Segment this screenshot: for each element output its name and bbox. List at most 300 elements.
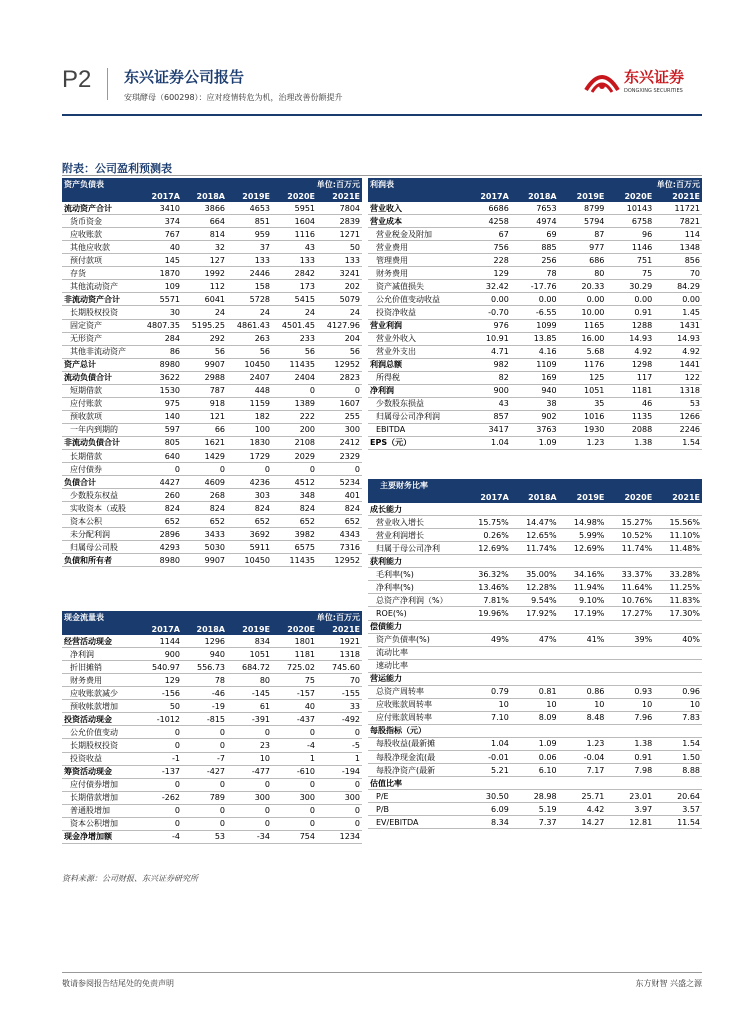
row-value: 652: [137, 515, 182, 528]
row-value: 4653: [227, 202, 272, 215]
table-row: [368, 410, 702, 423]
row-value: 39%: [606, 633, 654, 646]
row-value: 0: [182, 804, 227, 817]
row-value: 127: [182, 254, 227, 267]
row-value: 754: [272, 830, 317, 843]
row-value: 1234: [317, 830, 362, 843]
logo-mark-icon: [582, 62, 622, 98]
row-value: 3410: [137, 202, 182, 215]
table-row: [62, 515, 362, 528]
row-label: 投资收益: [62, 752, 137, 765]
row-value: [654, 555, 702, 568]
row-value: [606, 724, 654, 737]
table-header-title: 资产负债表: [62, 178, 137, 190]
table-row: [62, 397, 362, 410]
row-value: 19.96%: [463, 607, 511, 620]
row-value: 5.68: [559, 345, 607, 358]
row-value: 4293: [137, 541, 182, 554]
table-row: [62, 752, 362, 765]
row-value: -194: [317, 765, 362, 778]
row-value: 0: [272, 384, 317, 397]
year-header-blank: [368, 491, 463, 503]
row-label: 资产减值损失: [368, 280, 463, 293]
row-value: 0: [227, 804, 272, 817]
row-value: 5.99%: [559, 529, 607, 542]
row-value: 0: [182, 739, 227, 752]
year-header-cell: 2021E: [317, 190, 362, 202]
row-value: 1930: [559, 423, 607, 436]
row-value: 0: [182, 726, 227, 739]
row-value: 69: [511, 228, 559, 241]
row-value: 49%: [463, 633, 511, 646]
row-value: 40%: [654, 633, 702, 646]
row-label: 负债和所有者: [62, 554, 137, 567]
row-value: 23.01: [606, 790, 654, 803]
footer-rule: [62, 972, 702, 973]
row-value: 47%: [511, 633, 559, 646]
table-row: [62, 489, 362, 502]
row-value: 14.93: [606, 332, 654, 345]
table-row: [62, 778, 362, 791]
financial-ratio-table: [368, 479, 702, 829]
table-row: [368, 685, 702, 698]
row-value: 2839: [317, 215, 362, 228]
row-value: 200: [272, 423, 317, 436]
row-value: 0: [317, 817, 362, 830]
row-value: 11.74%: [606, 542, 654, 555]
row-label: 应付债券增加: [62, 778, 137, 791]
row-value: 597: [137, 423, 182, 436]
row-value: 56: [227, 345, 272, 358]
table-row: [368, 698, 702, 711]
row-value: 8.88: [654, 764, 702, 777]
row-value: 3417: [463, 423, 511, 436]
row-value: 14.47%: [511, 516, 559, 529]
table-row: [368, 711, 702, 724]
row-value: 129: [463, 267, 511, 280]
row-value: 1.04: [463, 436, 511, 449]
row-value: [511, 777, 559, 790]
row-value: 0.86: [559, 685, 607, 698]
row-value: 805: [137, 436, 182, 449]
year-header-cell: 2018A: [511, 190, 559, 202]
year-header-cell: 2021E: [654, 190, 702, 202]
row-value: [606, 659, 654, 672]
table-row: [368, 790, 702, 803]
table-row: [62, 528, 362, 541]
row-value: 652: [227, 515, 272, 528]
row-value: 0.26%: [463, 529, 511, 542]
row-value: 3433: [182, 528, 227, 541]
row-value: [463, 555, 511, 568]
table-row: [62, 674, 362, 687]
row-value: 0: [182, 817, 227, 830]
footer-disclaimer: 敬请参阅报告结尾处的免责声明: [62, 979, 174, 988]
row-value: 7.96: [606, 711, 654, 724]
row-value: 1348: [654, 241, 702, 254]
row-value: 7.17: [559, 764, 607, 777]
row-value: -0.04: [559, 750, 607, 763]
row-value: 33.37%: [606, 568, 654, 581]
row-value: 3866: [182, 202, 227, 215]
row-label: 资产总计: [62, 358, 137, 371]
table-row: [62, 502, 362, 515]
row-value: 1159: [227, 397, 272, 410]
row-value: 43: [463, 397, 511, 410]
row-value: 11.54: [654, 816, 702, 829]
row-value: [463, 620, 511, 633]
row-value: -262: [137, 791, 182, 804]
row-value: 1992: [182, 267, 227, 280]
row-value: 0: [137, 817, 182, 830]
table-row: [62, 358, 362, 371]
table-row: [368, 503, 702, 516]
row-value: 24: [317, 306, 362, 319]
row-label: 速动比率: [368, 659, 463, 672]
row-value: [511, 620, 559, 633]
row-value: 2896: [137, 528, 182, 541]
row-value: 5728: [227, 293, 272, 306]
row-value: -34: [227, 830, 272, 843]
row-value: 7653: [511, 202, 559, 215]
row-label: 筹资活动现金: [62, 765, 137, 778]
row-value: [511, 646, 559, 659]
row-value: 6041: [182, 293, 227, 306]
row-value: 8980: [137, 358, 182, 371]
row-value: 3.97: [606, 803, 654, 816]
row-label: 长期股权投资: [62, 739, 137, 752]
table-row: [368, 306, 702, 319]
row-value: 4974: [511, 215, 559, 228]
row-label: 每股指标（元）: [368, 724, 463, 737]
row-value: 10143: [606, 202, 654, 215]
table-header-row: [62, 611, 362, 623]
row-value: 0: [137, 739, 182, 752]
row-value: 292: [182, 332, 227, 345]
row-label: 经营活动现金: [62, 635, 137, 648]
row-value: 40: [137, 241, 182, 254]
row-value: [654, 503, 702, 516]
table-row: [368, 345, 702, 358]
row-value: 1431: [654, 319, 702, 332]
row-value: 2823: [317, 371, 362, 384]
row-label: EBITDA: [368, 423, 463, 436]
row-value: 1.09: [511, 436, 559, 449]
row-value: 133: [227, 254, 272, 267]
report-title: 东兴证券公司报告: [124, 68, 245, 86]
row-value: -46: [182, 687, 227, 700]
row-value: [559, 503, 607, 516]
row-value: [559, 672, 607, 685]
row-value: [606, 672, 654, 685]
row-value: 20.64: [654, 790, 702, 803]
row-value: 7.83: [654, 711, 702, 724]
table-row: [62, 830, 362, 843]
row-value: 1051: [227, 648, 272, 661]
data-source-note: 资料来源：公司财报、东兴证券研究所: [62, 874, 198, 883]
row-value: 1530: [137, 384, 182, 397]
row-value: 268: [182, 489, 227, 502]
table-row: [62, 726, 362, 739]
row-value: [463, 777, 511, 790]
row-value: 834: [227, 635, 272, 648]
logo-english-text: DONGXING SECURITIES: [624, 88, 683, 94]
row-label: 归属母公司股: [62, 541, 137, 554]
row-label: 一年内到期的: [62, 423, 137, 436]
row-value: 1116: [272, 228, 317, 241]
row-label: 毛利率(%): [368, 568, 463, 581]
row-value: 11.48%: [654, 542, 702, 555]
table-row: [368, 659, 702, 672]
page-number: P2: [62, 66, 92, 93]
row-value: 255: [317, 410, 362, 423]
row-label: 非流动资产合计: [62, 293, 137, 306]
row-value: 30.29: [606, 280, 654, 293]
row-value: -155: [317, 687, 362, 700]
row-value: 129: [137, 674, 182, 687]
row-value: 6758: [606, 215, 654, 228]
year-header-cell: 2019E: [227, 190, 272, 202]
row-value: 1016: [559, 410, 607, 423]
row-label: 固定资产: [62, 319, 137, 332]
row-value: 1288: [606, 319, 654, 332]
row-value: 1: [272, 752, 317, 765]
row-value: 940: [182, 648, 227, 661]
row-value: 50: [317, 241, 362, 254]
row-label: 利润总额: [368, 358, 463, 371]
row-value: 36.32%: [463, 568, 511, 581]
table-row: [368, 529, 702, 542]
row-label: 普通股增加: [62, 804, 137, 817]
row-value: 14.27: [559, 816, 607, 829]
balance-sheet-table: [62, 178, 362, 567]
row-value: 4127.96: [317, 319, 362, 332]
row-value: 0: [272, 817, 317, 830]
row-value: 204: [317, 332, 362, 345]
year-header-cell: 2018A: [182, 623, 227, 635]
row-value: [511, 659, 559, 672]
row-value: 11.94%: [559, 581, 607, 594]
year-header-cell: 2018A: [182, 190, 227, 202]
row-value: [559, 777, 607, 790]
table-row: [62, 765, 362, 778]
row-value: 125: [559, 371, 607, 384]
row-value: 78: [182, 674, 227, 687]
row-label: 净利率(%): [368, 581, 463, 594]
row-value: 1: [317, 752, 362, 765]
row-value: 12.28%: [511, 581, 559, 594]
row-label: 总资产净利润（%）: [368, 594, 463, 607]
row-value: 5195.25: [182, 319, 227, 332]
row-value: 10.52%: [606, 529, 654, 542]
row-value: 82: [463, 371, 511, 384]
row-value: 300: [317, 423, 362, 436]
row-value: 300: [272, 791, 317, 804]
row-value: -145: [227, 687, 272, 700]
year-header-blank: [62, 623, 137, 635]
row-value: 4.92: [606, 345, 654, 358]
row-label: 偿债能力: [368, 620, 463, 633]
row-label: 未分配利润: [62, 528, 137, 541]
row-value: 0.91: [606, 306, 654, 319]
row-value: 3241: [317, 267, 362, 280]
row-value: 15.27%: [606, 516, 654, 529]
row-value: 78: [511, 267, 559, 280]
row-value: [559, 724, 607, 737]
row-value: 902: [511, 410, 559, 423]
row-label: 财务费用: [62, 674, 137, 687]
row-value: 182: [227, 410, 272, 423]
table-row: [62, 215, 362, 228]
row-label: 营业收入: [368, 202, 463, 215]
row-value: 4501.45: [272, 319, 317, 332]
row-label: 短期借款: [62, 384, 137, 397]
row-label: 营业收入增长: [368, 516, 463, 529]
row-value: 684.72: [227, 661, 272, 674]
table-row: [62, 306, 362, 319]
row-value: [511, 555, 559, 568]
row-value: 1.45: [654, 306, 702, 319]
table-row: [368, 397, 702, 410]
row-value: 0.00: [511, 293, 559, 306]
row-value: 300: [317, 791, 362, 804]
row-label: 应付账款: [62, 397, 137, 410]
table-header-row: [368, 479, 702, 491]
header-rule: [62, 114, 702, 116]
row-value: 12952: [317, 554, 362, 567]
row-value: 3692: [227, 528, 272, 541]
row-label: 净利润: [368, 384, 463, 397]
table-header-row: [368, 178, 702, 190]
row-value: 1729: [227, 449, 272, 462]
table-row: [62, 228, 362, 241]
row-value: 87: [559, 228, 607, 241]
table-row: [368, 568, 702, 581]
row-value: 824: [227, 502, 272, 515]
row-value: 10: [511, 698, 559, 711]
row-value: 7.98: [606, 764, 654, 777]
row-value: 824: [137, 502, 182, 515]
row-value: 401: [317, 489, 362, 502]
row-value: 2404: [272, 371, 317, 384]
row-value: [654, 724, 702, 737]
row-value: 13.85: [511, 332, 559, 345]
row-value: 5030: [182, 541, 227, 554]
row-value: 284: [137, 332, 182, 345]
table-row: [62, 449, 362, 462]
row-value: -477: [227, 765, 272, 778]
row-label: 归属母公司净利润: [368, 410, 463, 423]
table-title: 附表：公司盈利预测表: [62, 162, 172, 175]
row-value: [654, 620, 702, 633]
row-value: 2842: [272, 267, 317, 280]
row-label: 流动资产合计: [62, 202, 137, 215]
row-value: -4: [137, 830, 182, 843]
table-row: [368, 215, 702, 228]
row-value: 7.81%: [463, 594, 511, 607]
row-value: 9907: [182, 554, 227, 567]
row-value: 2029: [272, 449, 317, 462]
year-header-row: [368, 190, 702, 202]
row-value: -610: [272, 765, 317, 778]
row-value: 1266: [654, 410, 702, 423]
row-value: 53: [182, 830, 227, 843]
table-row: [368, 241, 702, 254]
table-header-unit: 单位:百万元: [137, 611, 362, 623]
row-label: 实收资本（或股: [62, 502, 137, 515]
row-value: 2329: [317, 449, 362, 462]
row-value: 8980: [137, 554, 182, 567]
row-value: 1318: [317, 648, 362, 661]
row-label: 资本公积: [62, 515, 137, 528]
row-value: 86: [137, 345, 182, 358]
row-value: 0.00: [654, 293, 702, 306]
row-value: 56: [272, 345, 317, 358]
row-value: 133: [272, 254, 317, 267]
row-value: 0: [272, 778, 317, 791]
row-value: 8.09: [511, 711, 559, 724]
row-value: [654, 672, 702, 685]
table-row: [62, 436, 362, 449]
row-value: 6.10: [511, 764, 559, 777]
row-value: 0: [317, 804, 362, 817]
table-row: [62, 554, 362, 567]
row-value: 0.00: [606, 293, 654, 306]
row-label: 营业费用: [368, 241, 463, 254]
row-value: 1181: [272, 648, 317, 661]
row-value: 1921: [317, 635, 362, 648]
row-label: 货币资金: [62, 215, 137, 228]
row-value: 2108: [272, 436, 317, 449]
row-value: 640: [137, 449, 182, 462]
year-header-cell: 2019E: [227, 623, 272, 635]
row-value: 7316: [317, 541, 362, 554]
row-value: 1146: [606, 241, 654, 254]
row-label: 投资活动现金: [62, 713, 137, 726]
row-value: -6.55: [511, 306, 559, 319]
row-value: 14.98%: [559, 516, 607, 529]
row-value: -19: [182, 700, 227, 713]
row-label: 成长能力: [368, 503, 463, 516]
table-row: [62, 241, 362, 254]
row-label: EV/EBITDA: [368, 816, 463, 829]
row-value: 2407: [227, 371, 272, 384]
row-value: 202: [317, 280, 362, 293]
row-value: 33: [317, 700, 362, 713]
row-value: 24: [182, 306, 227, 319]
row-value: 1441: [654, 358, 702, 371]
row-value: [654, 659, 702, 672]
row-value: 5079: [317, 293, 362, 306]
row-value: 824: [182, 502, 227, 515]
row-value: 12.81: [606, 816, 654, 829]
row-value: 11.10%: [654, 529, 702, 542]
table-row: [62, 332, 362, 345]
year-header-cell: 2017A: [137, 623, 182, 635]
row-value: 686: [559, 254, 607, 267]
report-header: [62, 62, 702, 110]
row-value: 4427: [137, 476, 182, 489]
row-value: 12.69%: [559, 542, 607, 555]
year-header-cell: 2020E: [606, 491, 654, 503]
row-value: [463, 724, 511, 737]
row-value: 756: [463, 241, 511, 254]
row-value: 96: [606, 228, 654, 241]
table-row: [62, 791, 362, 804]
row-label: 营业外收入: [368, 332, 463, 345]
table-row: [368, 737, 702, 750]
row-value: 1604: [272, 215, 317, 228]
